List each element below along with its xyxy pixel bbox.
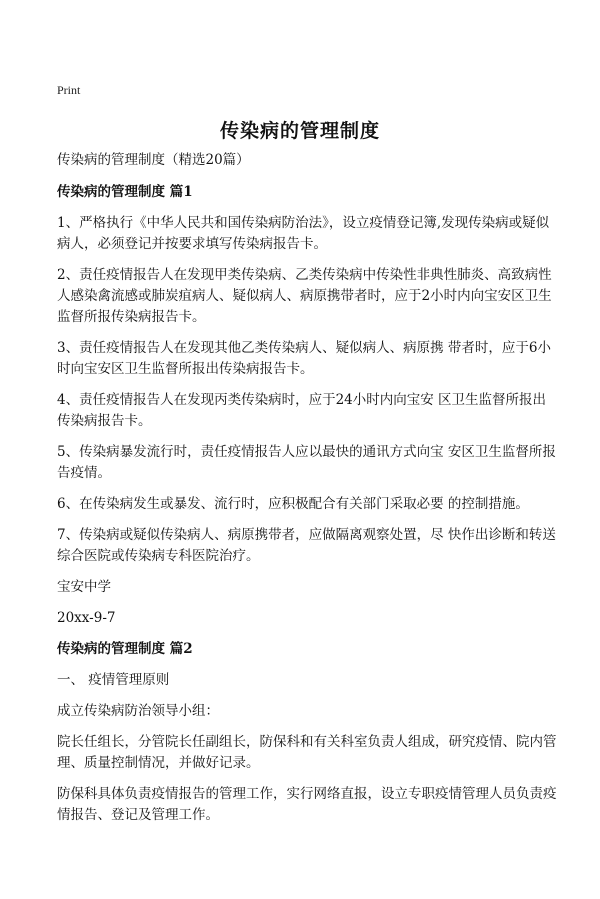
section-heading-1: 传染病的管理制度 篇1	[57, 184, 193, 200]
paragraph: 院长任组长，分管院长任副组长，防保科和有关科室负责人组成，研究疫情、院内管理、质量控制情况，并做好记录。	[57, 734, 557, 771]
paragraph: 3、责任疫情报告人在发现其他乙类传染病人、疑似病人、病原携 带者时，应于6小时向宝安区卫生监督所报出传染病报告卡。	[57, 340, 551, 377]
paragraph: 7、传染病或疑似传染病人、病原携带者，应做隔离观察处置，尽 快作出诊断和转送综合医院或传染病专科医院治疗。	[57, 527, 556, 564]
paragraph: 2、责任疫情报告人在发现甲类传染病、乙类传染病中传染性非典性肺炎、高致病性人感染禽流感或肺炭疽病人、疑似病人、病原携带者时，应于2小时内向宝安区卫生监督所报传染病报告卡。	[57, 267, 552, 325]
signature-date: 20xx-9-7	[57, 610, 116, 626]
paragraph: 防保科具体负责疫情报告的管理工作，实行网络直报，设立专职疫情管理人员负责疫情报告、登记及管理工作。	[57, 786, 557, 823]
document-body	[57, 150, 557, 836]
section-heading-2: 传染病的管理制度 篇2	[57, 641, 193, 657]
paragraph: 4、责任疫情报告人在发现丙类传染病时，应于24小时内向宝安 区卫生监督所报出传染病报告卡。	[57, 392, 547, 429]
document-subtitle: 传染病的管理制度（精选20篇）	[57, 152, 250, 168]
paragraph: 6、在传染病发生或暴发、流行时，应积极配合有关部门采取必要 的控制措施。	[57, 496, 529, 512]
document-title: 传染病的管理制度	[219, 120, 380, 142]
paragraph: 成立传染病防治领导小组：	[57, 703, 219, 719]
paragraph: 1、严格执行《中华人民共和国传染病防治法》，设立疫情登记簿,发现传染病或疑似病人，必须登记并按要求填写传染病报告卡。	[57, 215, 550, 252]
paragraph: 一、 疫情管理原则	[57, 672, 170, 688]
paragraph: 5、传染病暴发流行时，责任疫情报告人应以最快的通讯方式向宝 安区卫生监督所报告疫情。	[57, 444, 556, 481]
signature-school: 宝安中学	[57, 579, 111, 595]
print-link[interactable]: Print	[57, 83, 81, 97]
